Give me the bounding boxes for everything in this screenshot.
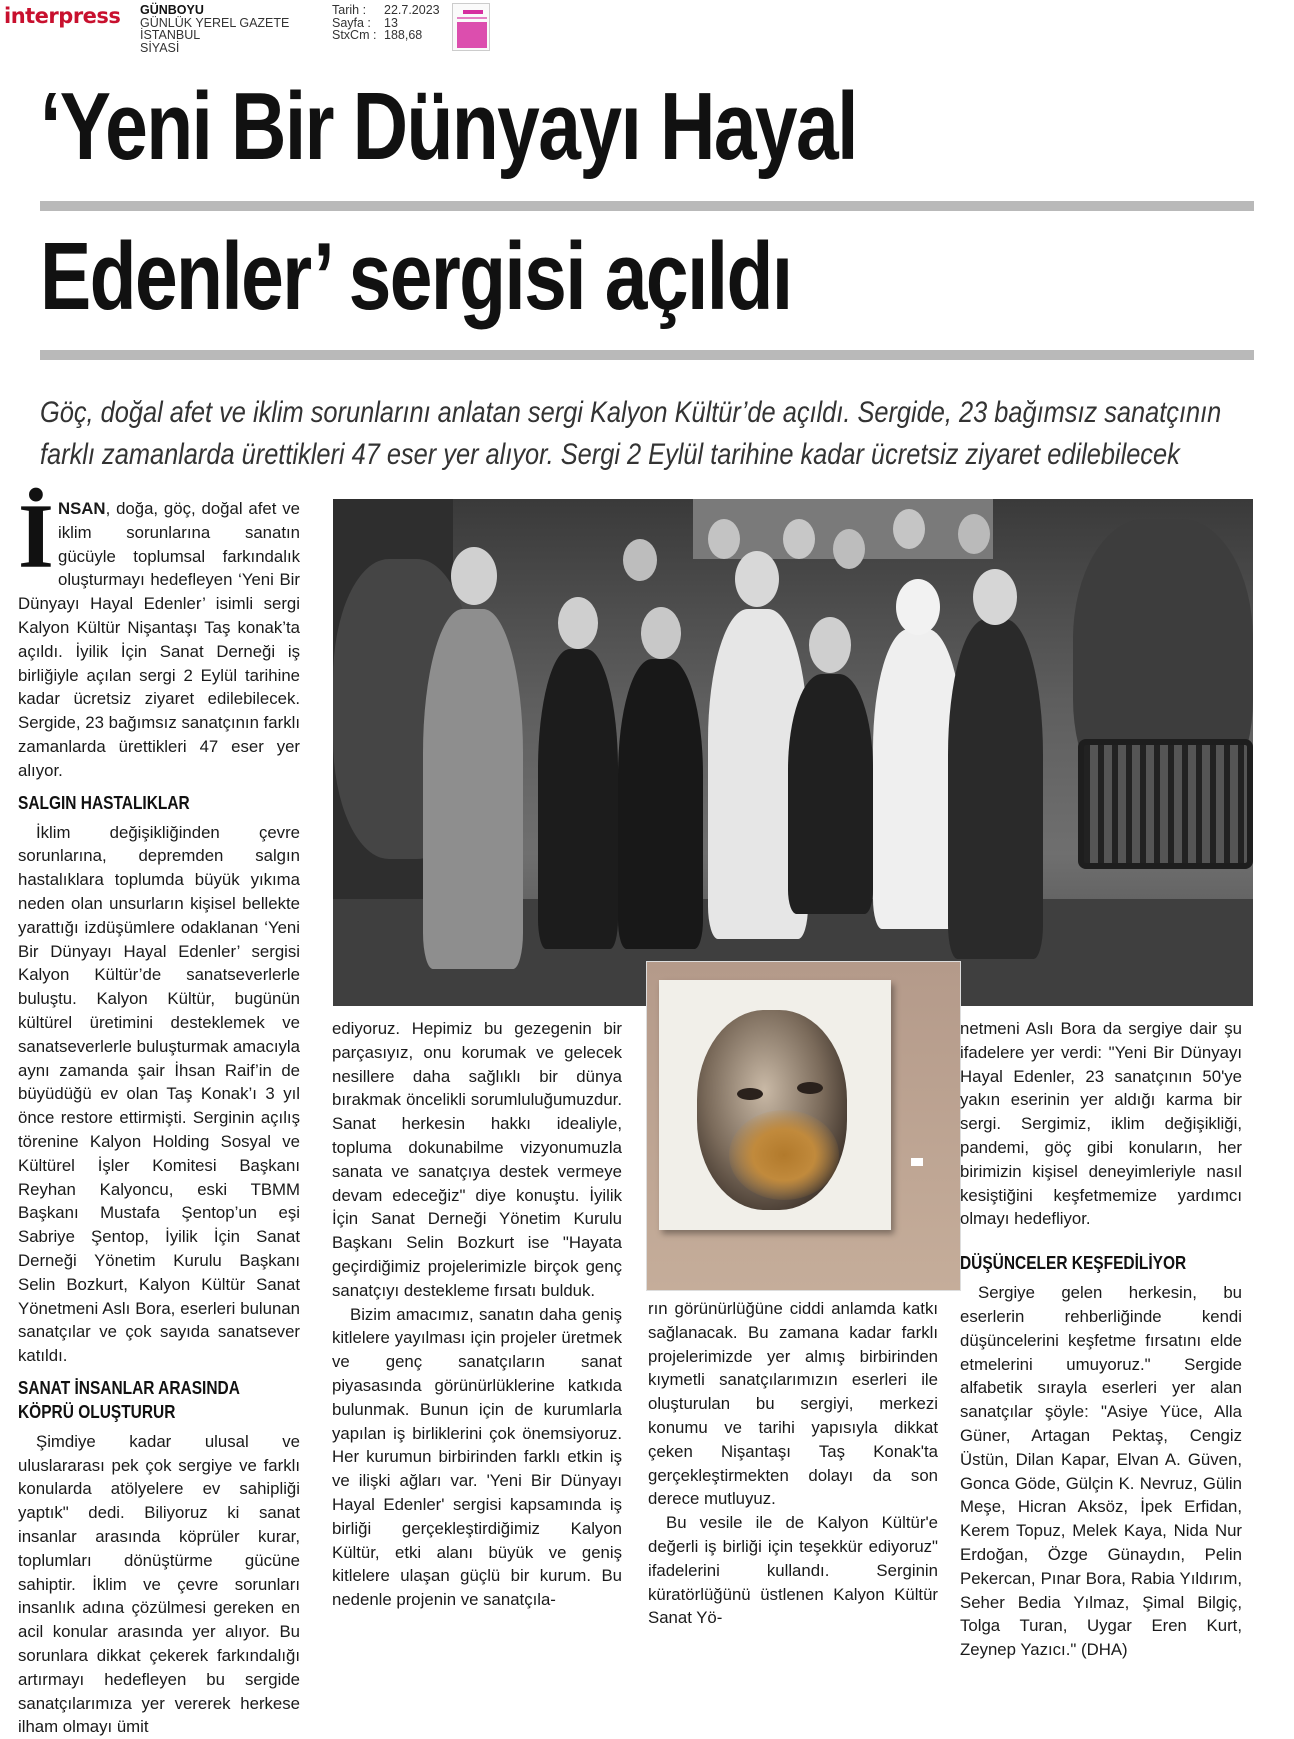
section-heading-sanat-line-1: SANAT İNSANLAR ARASINDA	[18, 1377, 240, 1398]
article-column-4	[960, 1017, 1242, 1662]
body-paragraph: ediyoruz. Hepimiz bu gezegenin bir parçasıyız, onu korumak ve gelecek nesillere daha sağlıklı bir dünya bırakmak öncelikli sorumluluğumuzdur. Sanat herkesin hakkı idealiyle, topluma dokunabilme vizyonumuzla sanata ve sanatçıya destek vermeye devam edeceğiz" diye konuştu. İyilik İçin Sanat Derneği Yönetim Kurulu Başkanı Selin Bozkurt ise "Hayata geçirdiğimiz projelerimizle birçok genç sanatçıyı destekleme fırsatı bulduk.	[332, 1019, 622, 1300]
page-label: Sayfa :	[332, 15, 371, 30]
publication-name: GÜNBOYU	[140, 3, 204, 17]
deck-line-1: Göç, doğal afet ve iklim sorunlarını anlatan sergi Kalyon Kültür’de açıldı. Sergide, 23 bağımsız sanatçının	[40, 396, 1222, 429]
body-paragraph: Bizim amacımız, sanatın daha geniş kitlelere yayılması için projeler üretmek ve genç sanatçıların sanat piyasasında görünürlüklerine katkıda bulunmak. Bunun için de kurumlarla yapılan iş birliklerini çok önemsiyoruz. Her kurumun birbirinden farklı etkin iş ve ilişki ağları var. 'Yeni Bir Dünyayı Hayal Edenler' sergisi kapsamında iş birliği gerçekleştirdiğimiz Kalyon Kültür, etki alanı büyük ve geniş kitlelere ulaşan güçlü bir kurum. Bu nedenle projenin ve sanatçıla-	[332, 1304, 622, 1610]
body-paragraph: İklim değişikliğinden çevre sorunlarına, depremden salgın hastalıklara toplumda büyük yıkıma neden olan unsurların kişisel bellekte yarattığı izdüşümlere odaklanan ‘Yeni Bir Dünyayı Hayal Edenler’ sergisi Kalyon Kültür’de sanatseverlerle buluştu. Kalyon Kültür, bugünün kültürel üretimini desteklemek ve sanatseverlerle buluşturmak amacıyla aynı zamanda şair İhsan Raif’in de büyüdüğü ev olan Taş Konak’ı 3 yıl önce restore ettirmişti. Serginin açılış törenine Kalyon Holding Sosyal ve Kültürel İşler Komitesi Başkanı Reyhan Kalyoncu, eski TBMM Başkanı Mustafa Şentop’un eşi Sabriye Şentop, İyilik İçin Sanat Derneği Yönetim Kurulu Başkanı Selin Bozkurt, Kalyon Kültür Sanat Yönetmeni Aslı Bora, eserleri bulunan sanatçılar ve çok sayıda sanatsever katıldı.	[18, 822, 300, 1366]
article-column-3	[648, 1297, 938, 1630]
clipping-header	[0, 0, 1294, 58]
publication-category: SİYASİ	[140, 40, 180, 55]
body-paragraph: Bu vesile ile de Kalyon Kültür'e değerli iş birliği için teşekkür ediyoruz" ifadelerini kullandı. Serginin küratörlüğünü üstlenen Kalyon Kültür Sanat Yö-	[648, 1513, 938, 1628]
body-paragraph: Sergiye gelen herkesin, bu eserlerin rehberliğinde kendi düşüncelerini keşfetme fırsatını elde etmelerini umuyoruz." Sergide alfabetik sırayla eserleri yer alan sanatçılar şöyle: "Asiye Yüce, Alla Güner, Artagan Pektaş, Cengiz Üstün, Dilan Kapar, Elvan A. Güven, Gonca Göde, Gülçin K. Nevruz, Gülin Meşe, Hicran Aksöz, İpek Erfidan, Kerem Topuz, Melek Kaya, Nida Nur Erdoğan, Özge Günaydın, Pelin Pekercan, Pınar Bora, Rabia Yıldırım, Seher Bedia Yılmaz, Şimal Bilgiç, Tolga Turan, Uygar Eren Kurt, Zeynep Yazıcı." (DHA)	[960, 1283, 1242, 1660]
publication-city: İSTANBUL	[140, 28, 201, 42]
deck-line-2: farklı zamanlarda ürettikleri 47 eser yer alıyor. Sergi 2 Eylül tarihine kadar ücretsiz ziyaret edilebilecek	[40, 438, 1180, 471]
date-value: 22.7.2023	[384, 3, 440, 17]
headline	[40, 52, 1280, 352]
body-paragraph: Şimdiye kadar ulusal ve uluslararası pek çok sergiye ve farklı konularda atölyelere ev sahipliği yaptık" dedi. Biliyoruz ki sanat insanlar arasında köprüler kurar, toplumları dönüştürme gücüne sahiptir. İklim ve çevre sorunları insanlık adına çözülmesi gereken en acil konular arasında yer alıyor. Bu sorunlara dikkat çekerek farkındalığı artırmayı hedefleyen bu sergide sanatçılarımıza yer vererek herkese ilham olmayı ümit	[18, 1431, 300, 1737]
lead-paragraph	[18, 485, 300, 783]
publication-type: GÜNLÜK YEREL GAZETE	[140, 15, 290, 30]
lead-bold-word: NSAN	[58, 499, 106, 518]
body-paragraph: netmeni Aslı Bora da sergiye dair şu ifadelere yer verdi: "Yeni Bir Dünyayı Hayal Edenler, 23 sanatçının 50'ye yakın eserinin yer aldığı karma bir sergi. Sergimiz, iklim değişikliği, pandemi, göç gibi konuların, her birimizin kişisel deneyimleriyle nasıl kesiştiğini keşfetmemize yardımcı olmayı hedefliyor.	[960, 1019, 1242, 1229]
section-heading-sanat-line-2: KÖPRÜ OLUŞTURUR	[18, 1401, 176, 1422]
publication-info	[140, 4, 289, 54]
lead-text: , doğa, göç, doğal afet ve iklim sorunlarına sanatın gücüyle toplumsal farkındalık oluşturmayı hedefleyen ‘Yeni Bir Dünyayı Hayal Edenler’ isimli sergi Kalyon Kültür Nişantaşı Taş konak’ta açıldı. İyilik İçin Sanat Derneği iş birliğiyle açılan sergi 2 Eylül tarihine kadar ücretsiz ziyaret edilebilecek. Sergide, 23 bağımsız sanatçının farklı zamanlarda ürettikleri 47 eser yer alıyor.	[18, 499, 300, 780]
clipping-meta	[332, 4, 440, 42]
page-thumbnail[interactable]	[452, 3, 490, 51]
article-column-2	[332, 1017, 622, 1612]
size-label: StxCm :	[332, 28, 377, 42]
artwork-photo	[646, 961, 961, 1291]
interpress-logo: interpress	[4, 4, 121, 28]
wall-label	[911, 1158, 923, 1166]
section-heading-salgin: SALGIN HASTALIKLAR	[18, 792, 190, 813]
page-value: 13	[384, 15, 398, 30]
exhibition-group-photo	[333, 499, 1253, 1006]
portrait-painting	[659, 980, 891, 1230]
article-column-1	[18, 485, 300, 1739]
headline-line-2: Edenler’ sergisi açıldı	[40, 223, 792, 330]
headline-line-1: ‘Yeni Bir Dünyayı Hayal	[40, 73, 857, 180]
deck-subheading	[40, 392, 1280, 476]
section-heading-dusunceler: DÜŞÜNCELER KEŞFEDİLİYOR	[960, 1253, 1187, 1274]
drop-cap: İ	[18, 485, 54, 587]
size-value: 188,68	[384, 28, 423, 42]
date-label: Tarih :	[332, 3, 367, 17]
body-paragraph: rın görünürlüğüne ciddi anlamda katkı sağlanacak. Bu zamana kadar farklı projelerimizde yer almış birbirinden kıymetli sanatçılarımızın eserleri ile oluşturulan bu sergiyi, merkezi konumu ve tarihi yapısıyla dikkat çeken Nişantaşı Taş Konak'ta gerçekleştirmekten dolayı da son derece mutluyuz.	[648, 1299, 938, 1509]
